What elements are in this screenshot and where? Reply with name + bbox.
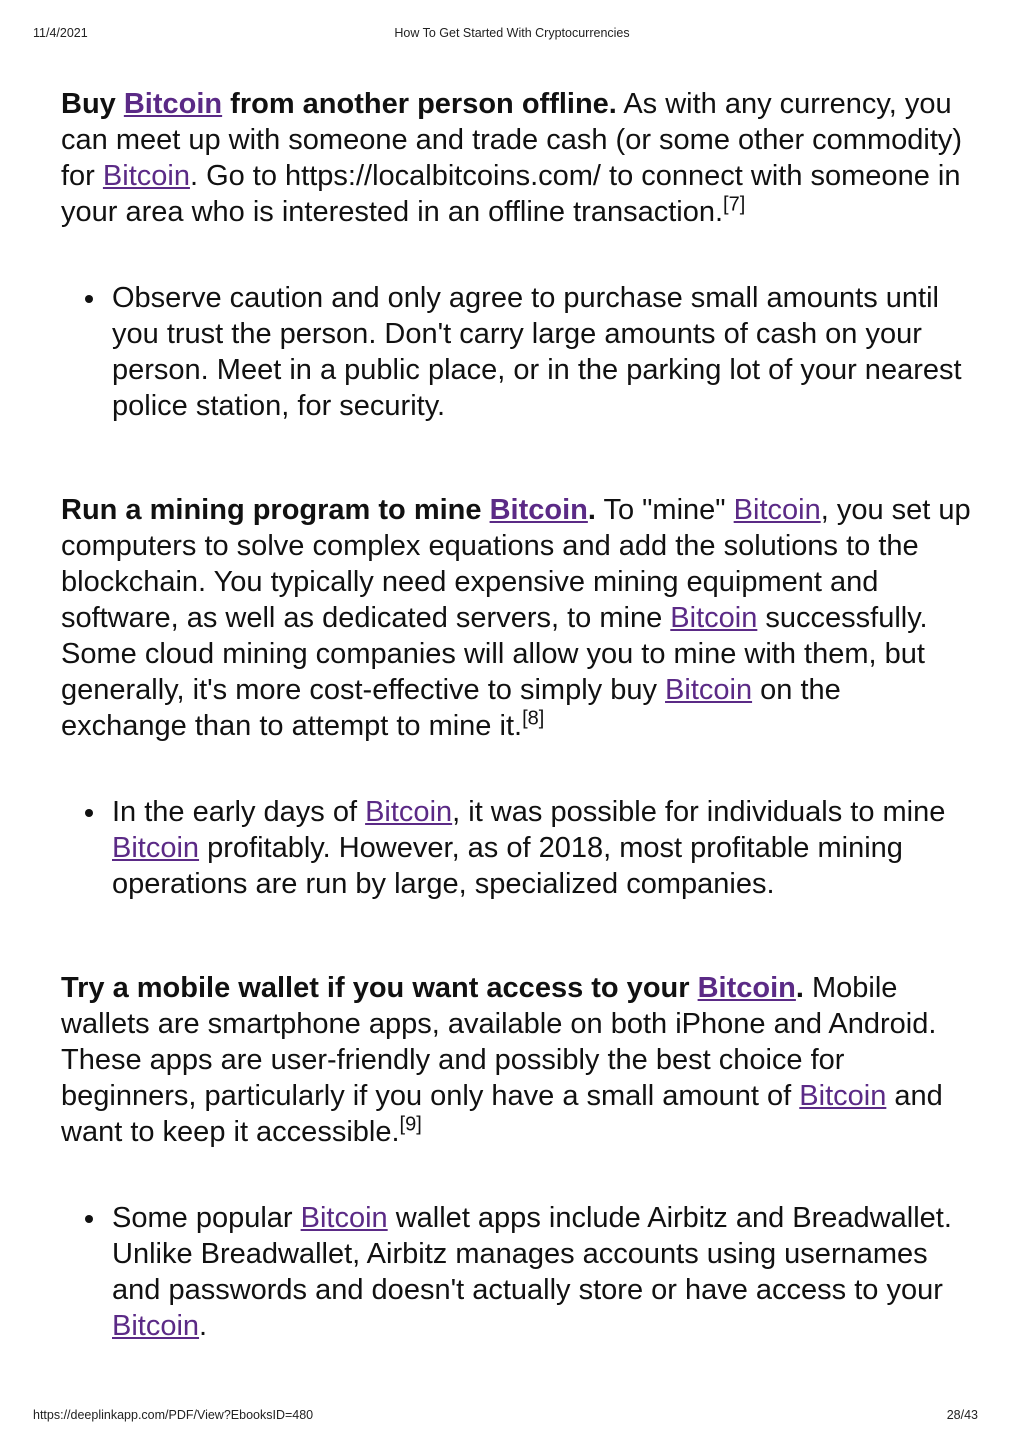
reference-9[interactable]: [9] <box>399 1113 422 1136</box>
list-item: Observe caution and only agree to purchase small amounts until you trust the person. Don't carry large amounts of cash on your person. Meet in a public place, or in the parking lot of your nearest police station, for security. <box>112 280 971 424</box>
bullet-list <box>61 1200 971 1344</box>
section-mining: Run a mining program to mine Bitcoin. To "mine" Bitcoin, you set up computers to solve complex equations and add the solutions to the blockchain. You typically need expensive mining equipment and software, as well as dedicated servers, to mine Bitcoin successfully. Some cloud mining companies will allow you to mine with them, but generally, it's more cost-effective to simply buy Bitcoin on the exchange than to attempt to mine it.[8] <box>61 494 971 742</box>
bullet-list <box>61 794 971 902</box>
bitcoin-link[interactable]: Bitcoin <box>670 602 758 634</box>
bitcoin-link[interactable]: Bitcoin <box>300 1202 388 1234</box>
bitcoin-link[interactable]: Bitcoin <box>733 494 821 526</box>
article-body <box>61 86 971 1344</box>
bitcoin-link[interactable]: Bitcoin <box>365 796 453 828</box>
section-buy-offline: Buy Bitcoin from another person offline. As with any currency, you can meet up with someone and trade cash (or some other commodity) for Bitcoin. Go to https://localbitcoins.com/ to connect with someone in your area who is interested in an offline transaction.[7] <box>61 88 963 228</box>
bitcoin-link[interactable]: Bitcoin <box>102 160 190 192</box>
bitcoin-link[interactable]: Bitcoin <box>665 674 753 706</box>
section-heading: Buy Bitcoin from another person offline. <box>61 88 617 120</box>
document-title: How To Get Started With Cryptocurrencies <box>394 26 630 40</box>
section-heading: Run a mining program to mine Bitcoin. <box>61 494 596 526</box>
list-item: In the early days of Bitcoin, it was possible for individuals to mine Bitcoin profitably. However, as of 2018, most profitable mining operations are run by large, specialized companies. <box>112 794 971 902</box>
list-item: Some popular Bitcoin wallet apps include Airbitz and Breadwallet. Unlike Breadwallet, Airbitz manages accounts using usernames and passwords and doesn't actually store or have access to your Bitcoin. <box>112 1200 971 1344</box>
page-number: 28/43 <box>946 1408 978 1422</box>
print-date: 11/4/2021 <box>33 26 88 40</box>
bitcoin-link[interactable]: Bitcoin <box>112 1310 200 1342</box>
reference-8[interactable]: [8] <box>522 707 545 730</box>
bitcoin-link[interactable]: Bitcoin <box>489 494 588 526</box>
footer-url: https://deeplinkapp.com/PDF/View?EbooksID=480 <box>33 1408 314 1422</box>
bitcoin-link[interactable]: Bitcoin <box>799 1080 887 1112</box>
section-mobile-wallet: Try a mobile wallet if you want access to your Bitcoin. Mobile wallets are smartphone apps, available on both iPhone and Android. These apps are user-friendly and possibly the best choice for beginners, particularly if you only have a small amount of Bitcoin and want to keep it accessible.[9] <box>61 972 943 1148</box>
bitcoin-link[interactable]: Bitcoin <box>697 972 796 1004</box>
bullet-list <box>61 280 971 424</box>
reference-7[interactable]: [7] <box>723 193 746 216</box>
section-heading: Try a mobile wallet if you want access to your Bitcoin. <box>61 972 804 1004</box>
bitcoin-link[interactable]: Bitcoin <box>112 832 200 864</box>
bitcoin-link[interactable]: Bitcoin <box>123 88 223 120</box>
